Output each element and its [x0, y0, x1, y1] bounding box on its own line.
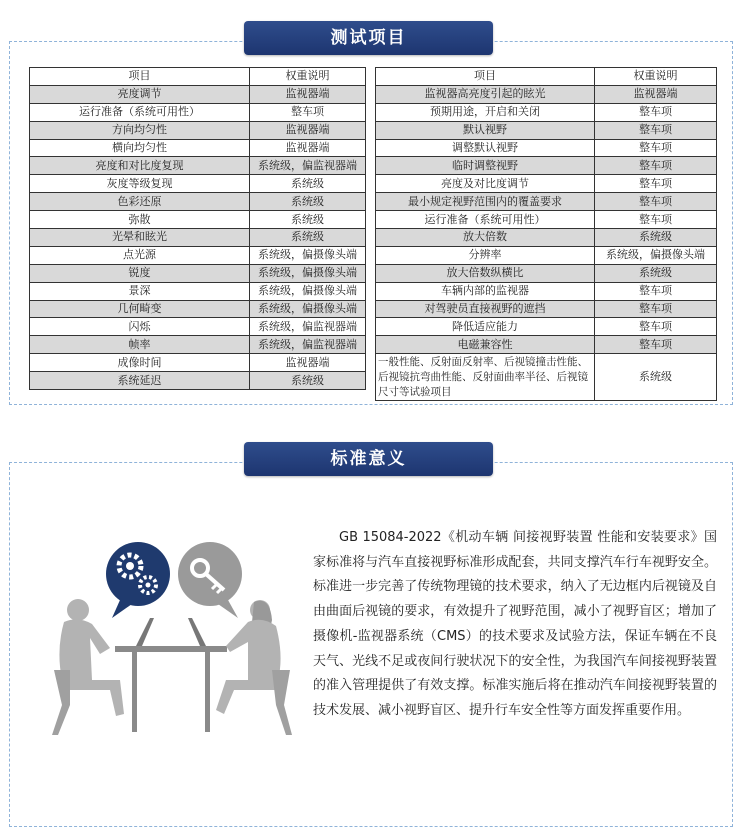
weight-cell: 系统级 — [250, 175, 366, 193]
item-cell: 运行准备（系统可用性） — [376, 211, 595, 229]
weight-cell: 系统级 — [595, 354, 717, 401]
table-row — [376, 175, 717, 193]
weight-cell: 整车项 — [595, 139, 717, 157]
item-cell: 放大倍数 — [376, 229, 595, 247]
table-row — [376, 85, 717, 103]
weight-cell: 系统级 — [250, 229, 366, 247]
weight-cell: 整车项 — [595, 175, 717, 193]
item-cell: 临时调整视野 — [376, 157, 595, 175]
table-row — [30, 336, 366, 354]
meeting-illustration — [40, 530, 300, 740]
weight-cell: 系统级，偏监视器端 — [250, 157, 366, 175]
table-row — [30, 318, 366, 336]
item-cell: 电磁兼容性 — [376, 336, 595, 354]
item-cell: 景深 — [30, 282, 250, 300]
table-row — [30, 139, 366, 157]
table-row — [376, 229, 717, 247]
table-row — [30, 264, 366, 282]
weight-cell: 整车项 — [595, 282, 717, 300]
item-cell: 监视器高亮度引起的眩光 — [376, 85, 595, 103]
table-row — [376, 300, 717, 318]
table-row — [376, 282, 717, 300]
table-row — [376, 157, 717, 175]
column-header-weight: 权重说明 — [250, 68, 366, 86]
item-cell: 闪烁 — [30, 318, 250, 336]
item-cell: 调整默认视野 — [376, 139, 595, 157]
table-row — [376, 211, 717, 229]
left-test-table — [29, 67, 366, 390]
column-header-item: 项目 — [30, 68, 250, 86]
column-header-weight: 权重说明 — [595, 68, 717, 86]
item-cell: 帧率 — [30, 336, 250, 354]
item-cell: 最小规定视野范围内的覆盖要求 — [376, 193, 595, 211]
weight-cell: 系统级 — [250, 372, 366, 390]
table-row — [30, 175, 366, 193]
item-cell: 车辆内部的监视器 — [376, 282, 595, 300]
standard-banner: 标准意义 — [244, 442, 493, 476]
item-cell: 灰度等级复现 — [30, 175, 250, 193]
item-cell: 光晕和眩光 — [30, 229, 250, 247]
weight-cell: 监视器端 — [250, 139, 366, 157]
table-row — [30, 246, 366, 264]
weight-cell: 整车项 — [595, 157, 717, 175]
table-row — [30, 157, 366, 175]
table-row — [30, 121, 366, 139]
test-items-banner: 测试项目 — [244, 21, 493, 55]
gears-icon — [106, 542, 170, 618]
item-cell: 色彩还原 — [30, 193, 250, 211]
table-row — [376, 103, 717, 121]
table-row — [376, 139, 717, 157]
item-cell: 默认视野 — [376, 121, 595, 139]
weight-cell: 系统级，偏摄像头端 — [595, 246, 717, 264]
table-row — [30, 300, 366, 318]
table-row — [30, 193, 366, 211]
item-cell: 系统延迟 — [30, 372, 250, 390]
weight-cell: 整车项 — [595, 300, 717, 318]
weight-cell: 整车项 — [595, 318, 717, 336]
item-cell: 几何畸变 — [30, 300, 250, 318]
weight-cell: 监视器端 — [595, 85, 717, 103]
item-cell: 方向均匀性 — [30, 121, 250, 139]
item-cell: 放大倍数纵横比 — [376, 264, 595, 282]
table-row — [376, 121, 717, 139]
key-icon — [178, 542, 242, 618]
table-row — [30, 229, 366, 247]
weight-cell: 系统级 — [250, 193, 366, 211]
item-cell: 对驾驶员直接视野的遮挡 — [376, 300, 595, 318]
table-row — [30, 211, 366, 229]
weight-cell: 系统级，偏摄像头端 — [250, 264, 366, 282]
item-cell: 亮度调节 — [30, 85, 250, 103]
table-row — [30, 282, 366, 300]
item-cell: 成像时间 — [30, 354, 250, 372]
weight-cell: 系统级，偏摄像头端 — [250, 246, 366, 264]
column-header-item: 项目 — [376, 68, 595, 86]
weight-cell: 系统级，偏摄像头端 — [250, 282, 366, 300]
item-cell: 亮度和对比度复现 — [30, 157, 250, 175]
weight-cell: 系统级 — [250, 211, 366, 229]
weight-cell: 整车项 — [595, 121, 717, 139]
item-cell: 一般性能、反射面反射率、后视镜撞击性能、后视镜抗弯曲性能、反射面曲率半径、后视镜尺寸等试验项目 — [376, 354, 595, 401]
table-row — [376, 336, 717, 354]
table-row — [376, 193, 717, 211]
item-cell: 亮度及对比度调节 — [376, 175, 595, 193]
weight-cell: 整车项 — [595, 336, 717, 354]
weight-cell: 系统级，偏监视器端 — [250, 318, 366, 336]
weight-cell: 监视器端 — [250, 354, 366, 372]
standard-paragraph: GB 15084-2022《机动车辆 间接视野装置 性能和安装要求》国家标准将与汽车直接视野标准形成配套，共同支撑汽车行车视野安全。标准进一步完善了传统物理镜的技术要求，纳入了无边框内后视镜及自由曲面后视镜的要求，有效提升了视野范围，减小了视野盲区；增加了摄像机-监视器系统（CMS）的技术要求及试验方法，保证车辆在不良天气、光线不足或夜间行驶状况下的安全性，为我国汽车间接视野装置的准入管理提供了有效支撑。标准实施后将在推动汽车间接视野装置的技术发展、减小视野盲区、提升行车安全性等方面发挥重要作用。 — [313, 530, 717, 718]
weight-cell: 整车项 — [595, 103, 717, 121]
table-row — [30, 85, 366, 103]
item-cell: 点光源 — [30, 246, 250, 264]
item-cell: 运行准备（系统可用性） — [30, 103, 250, 121]
weight-cell: 整车项 — [595, 193, 717, 211]
weight-cell: 整车项 — [250, 103, 366, 121]
item-cell: 横向均匀性 — [30, 139, 250, 157]
table-header-row — [376, 68, 717, 86]
weight-cell: 监视器端 — [250, 121, 366, 139]
weight-cell: 系统级，偏摄像头端 — [250, 300, 366, 318]
item-cell: 预期用途，开启和关闭 — [376, 103, 595, 121]
table-row — [30, 372, 366, 390]
table-row — [376, 246, 717, 264]
table-row — [30, 103, 366, 121]
table-header-row — [30, 68, 366, 86]
item-cell: 锐度 — [30, 264, 250, 282]
table-row — [30, 354, 366, 372]
weight-cell: 系统级，偏监视器端 — [250, 336, 366, 354]
table-row — [376, 264, 717, 282]
weight-cell: 系统级 — [595, 264, 717, 282]
table-row — [376, 354, 717, 401]
right-test-table — [375, 67, 717, 401]
weight-cell: 系统级 — [595, 229, 717, 247]
item-cell: 弥散 — [30, 211, 250, 229]
item-cell: 分辨率 — [376, 246, 595, 264]
weight-cell: 整车项 — [595, 211, 717, 229]
table-row — [376, 318, 717, 336]
weight-cell: 监视器端 — [250, 85, 366, 103]
item-cell: 降低适应能力 — [376, 318, 595, 336]
